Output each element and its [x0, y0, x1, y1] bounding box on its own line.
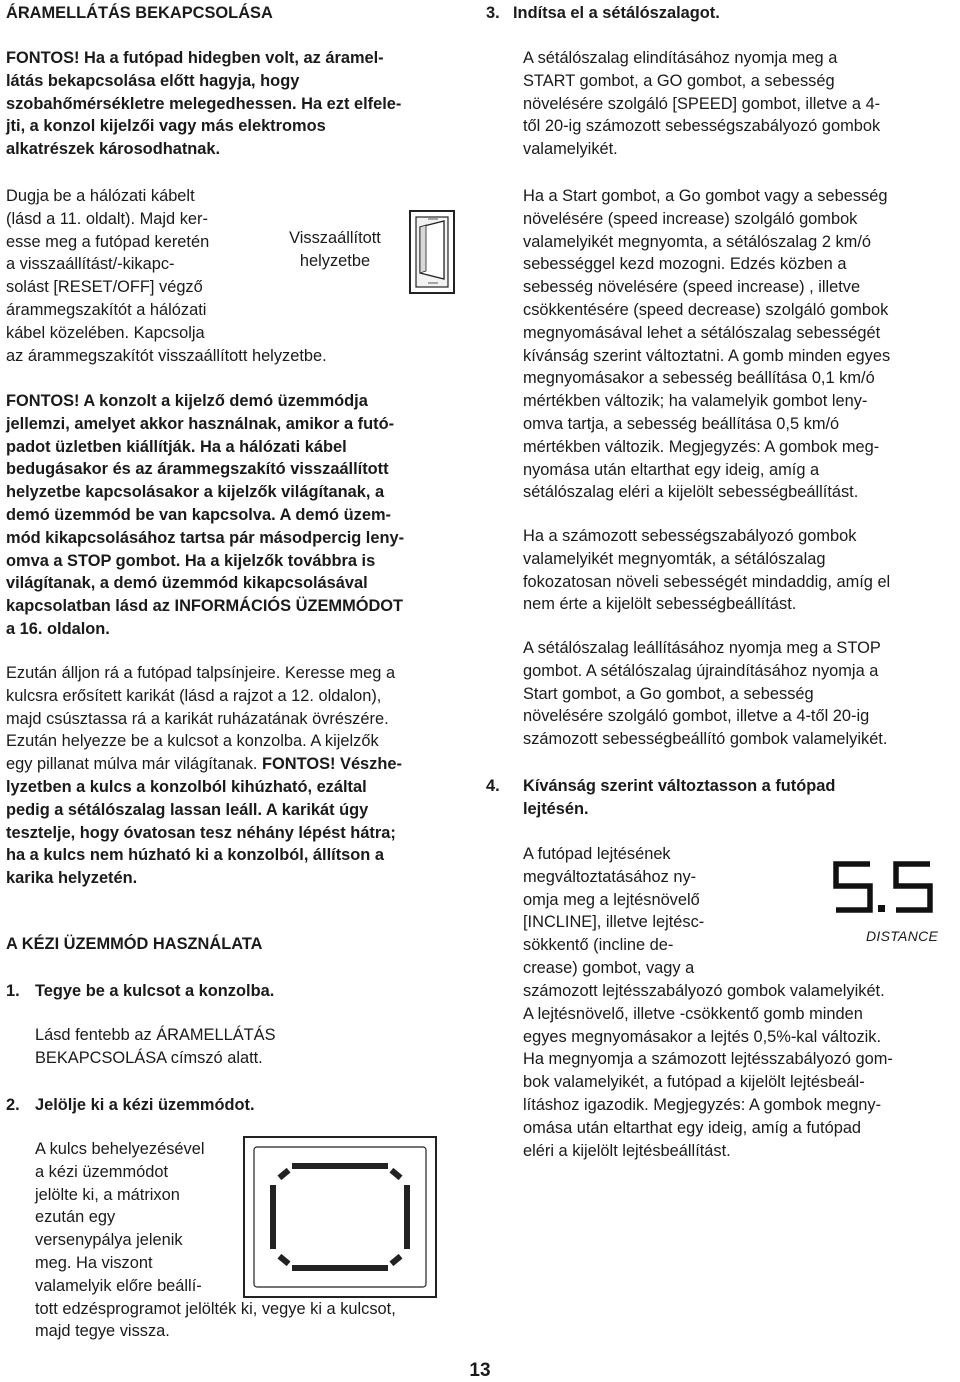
page-number: 13 [469, 1360, 491, 1381]
warning-cold: FONTOS! Ha a futópad hidegben volt, az áramel- látás bekapcsolása előtt hagyja, hogy szobahőmérsékletre melegedhessen. Ha ezt elfele- jti, a konzol kijelzői vagy más elektromos alkatrészek károsodhatnak. [6, 49, 402, 159]
heading-manual-mode: A KÉZI ÜZEMMÓD HASZNÁLATA [6, 935, 263, 953]
key-paragraph-normal: Ezután álljon rá a futópad talpsínjeire. Keresse meg a kulcsra erősített karikát (lásd a rajzot a 12. oldalon), majd csúsztassa rá a karikát ruházatának övrészére. Ezután helyezze be a kulcsot a konzolba. A kijelzők egy pillanat múlva már világítanak. [6, 664, 396, 774]
demo-warning: FONTOS! A konzolt a kijelző demó üzemmódja jellemzi, amelyet akkor használnak, amikor a futó- padot üzletben kiállítják. Ha a hálózati kábel bedugásakor és az árammegszakító visszaállított helyzetbe kapcsolásakor a kijelzők világítanak, a demó üzemmód be van kapcsolva. A demó üzem- mód kikapcsolásához tartsa pár másodpercig leny- omva a STOP gombot. Ha a kijelzők továbbra is világítanak, a demó üzemmód kikapcsolásával kapcsolatban lásd az INFORMÁCIÓS ÜZEMMÓDOT a 16. oldalon. [6, 392, 405, 638]
step1-number: 1. [6, 982, 20, 1000]
key-paragraph-bold-start: FONTOS! Vészhe- [262, 755, 402, 774]
incline-paragraph-wrapped: A futópad lejtésének megváltoztatásához ny- omja meg a lejtésnövelő [INCLINE], illetve lejtésc- sökkentő (incline de- crease) gombot, vagy a [523, 845, 705, 977]
incline-paragraph-full: számozott lejtésszabályozó gombok valamelyikét. A lejtésnövelő, illetve -csökkentő gomb minden egyes megnyomásakor a lejtés 0,5%-kal változik. Ha megnyomja a számozott lejtésszabályozó gom- bok valamelyikét, a futópad a kijelölt lejtésbeál- lításhoz igazodik. Megjegyzés: A gombok megny- omása után eltarthat egy ideig, amíg a futópad eléri a kijelölt lejtésbeállítást. [523, 982, 893, 1160]
switch-caption: Visszaállított helyzetbe [289, 229, 381, 270]
lcd-label: DISTANCE [866, 928, 939, 944]
step3-title: Indítsa el a sétálószalagot. [513, 4, 720, 22]
distance-display [810, 852, 960, 952]
key-paragraph-bold-rest: lyzetben a kulcs a konzolból kihúzható, ezáltal pedig a sétálószalag lassan leáll. A karikát úgy tesztelje, hogy óvatosan tesz néhány lépést hátra; ha a kulcs nem húzható ki a konzolból, állítson a karika helyzetén. [6, 777, 396, 888]
step4-number: 4. [486, 777, 500, 795]
stop-paragraph: A sétálószalag leállításához nyomja meg a STOP gombot. A sétálószalag újraindításához nyomja a Start gombot, a Go gombot, a sebesség növelésére szolgáló gombot, illetve a 4-től 20-ig számozott sebességbeállító gombok valamelyikét. [523, 639, 888, 749]
reset-switch-icon [408, 209, 458, 297]
step1-title: Tegye be a kulcsot a konzolba. [35, 982, 275, 1000]
step3-number: 3. [486, 4, 500, 22]
step2-number: 2. [6, 1096, 20, 1114]
start-paragraph: A sétálószalag elindításához nyomja meg a START gombot, a GO gombot, a sebesség növelésére szolgáló [SPEED] gombot, illetve a 4- től 20-ig számozott sebességszabályozó gombok valamelyikét. [523, 49, 881, 159]
track-matrix-icon [240, 1133, 440, 1303]
plug-in-paragraph: Dugja be a hálózati kábelt (lásd a 11. oldalt). Majd ker- esse meg a futópad keretén a visszaállítást/-kikapc- solást [RESET/OFF] végző árammegszakítót a hálózati kábel közelében. Kapcsolja az árammegszakítót visszaállított helyzetbe. [6, 187, 327, 365]
step1-body: Lásd fentebb az ÁRAMELLÁTÁS BEKAPCSOLÁSA címszó alatt. [35, 1026, 276, 1067]
step4-title: Kívánság szerint változtasson a futópad lejtésén. [523, 777, 836, 818]
numbered-speed-paragraph: Ha a számozott sebességszabályozó gombok valamelyikét megnyomták, a sétálószalag fokozatosan növeli sebességét mindaddig, amíg el nem érte a kijelölt sebességbeállítást. [523, 527, 891, 614]
step2-title: Jelölje ki a kézi üzemmódot. [35, 1096, 255, 1114]
key-paragraph [6, 662, 461, 890]
heading-power-on: ÁRAMELLÁTÁS BEKAPCSOLÁSA [6, 4, 273, 22]
speed-paragraph: Ha a Start gombot, a Go gombot vagy a sebesség növelésére (speed increase) szolgáló gombok valamelyikét megnyomta, a sétálószalag 2 km/ó sebességgel kezd mozogni. Edzés közben a sebesség növelésére (speed increase) , illetve csökkentésére (speed decrease) szolgáló gombok megnyomásával lehet a sétálószalag sebességét kívánság szerint változtatni. A gomb minden egyes megnyomásakor a sebesség beállítása 0,1 km/ó mértékben változik; ha valamelyik gombot leny- omva tartja, a sebesség beállítása 0,5 km/ó mértékben változik. Megjegyzés: A gombok meg- nyomása után eltarthat egy ideig, amíg a sétálószalag eléri a kijelölt sebességbeállítást. [523, 187, 891, 502]
step2-body: A kulcs behelyezésével a kézi üzemmódot jelölte ki, a mátrixon ezután egy versenypálya jelenik meg. Ha viszont valamelyik előre beállí- tott edzésprogramot jelölték ki, vegye ki a kulcsot, majd tegye vissza. [35, 1140, 396, 1341]
lcd-digits-icon [828, 858, 938, 918]
